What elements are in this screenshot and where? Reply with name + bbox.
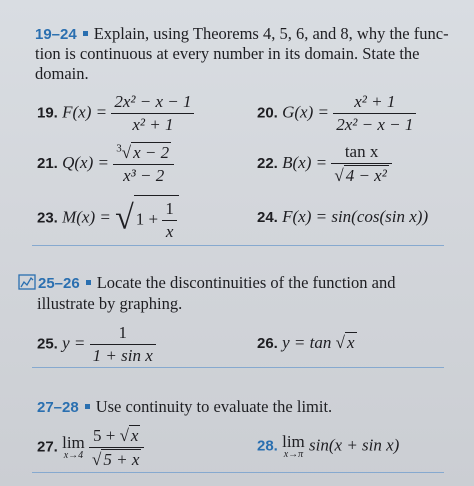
- numerator: $^3$√ x − 2: [113, 142, 174, 165]
- limit: [282, 433, 305, 460]
- graphing-calculator-icon: [18, 274, 36, 295]
- limit-operator: lim: [282, 432, 305, 451]
- instruction-line: Explain, using Theorems 4, 5, 6, and 8, why the func-: [93, 24, 449, 43]
- problem-number: 27.: [37, 438, 58, 456]
- problem-number: 28.: [257, 437, 278, 455]
- radical-sign: √: [335, 333, 345, 352]
- problem-22: [257, 142, 392, 186]
- divider: [32, 367, 444, 368]
- numerator: 5 + √ x: [89, 425, 144, 448]
- numerator: x² + 1: [333, 92, 416, 114]
- problem-27: [37, 425, 144, 470]
- expression: F(x) = sin(cos(sin x)): [282, 207, 429, 226]
- lhs: M(x) =: [62, 207, 111, 227]
- problem-number: 19.: [37, 104, 58, 122]
- problem-21: [37, 142, 174, 186]
- bullet: [86, 280, 91, 285]
- denominator: x: [165, 222, 174, 241]
- problem-28: [257, 433, 399, 460]
- denominator: x³ − 2: [123, 166, 165, 185]
- problem-number: 24.: [257, 209, 278, 226]
- lhs: F(x) =: [62, 102, 108, 122]
- radicand: x: [130, 426, 139, 445]
- denominator: √ 5 + x: [92, 450, 140, 469]
- radical-sign: √: [115, 199, 134, 237]
- expression: sin(x + sin x): [309, 435, 400, 455]
- instruction-line: Use continuity to evaluate the limit.: [95, 397, 333, 416]
- numerator: 2x² − x − 1: [111, 92, 194, 114]
- divider: [32, 472, 444, 473]
- lhs: Q(x) =: [62, 152, 109, 172]
- problem-number: 20.: [257, 104, 278, 122]
- problem-23: [37, 195, 179, 242]
- radicand: x − 2: [133, 143, 170, 162]
- denominator: x² + 1: [132, 115, 174, 134]
- instruction-line: tion is continuous at every number in its domain. State the: [35, 44, 420, 63]
- fraction: [89, 425, 144, 470]
- problem-20: [257, 92, 416, 135]
- instruction-line: Locate the discontinuities of the function and: [96, 273, 396, 292]
- instruction-line: domain.: [35, 64, 89, 83]
- problem-number: 22.: [257, 154, 278, 172]
- lhs: y =: [62, 333, 86, 353]
- radicand: 4 − x²: [345, 166, 387, 185]
- section-27-28-header: [37, 397, 332, 417]
- section-25-26-header: [18, 273, 395, 295]
- lhs: B(x) =: [282, 152, 328, 172]
- numerator: tan x: [331, 142, 391, 164]
- problem-number: 26.: [257, 335, 278, 352]
- problem-number: 23.: [37, 209, 58, 227]
- radicand: 5 + x: [103, 450, 140, 469]
- range-label: 25–26: [38, 275, 80, 292]
- range-label: 19–24: [35, 26, 77, 43]
- fraction: [162, 199, 177, 242]
- term: 5 +: [92, 426, 116, 445]
- limit-subscript: x→4: [63, 450, 84, 461]
- problem-24: [257, 207, 428, 227]
- numerator: 1: [162, 199, 177, 221]
- denominator: 2x² − x − 1: [336, 115, 414, 134]
- radicand: x: [346, 333, 355, 352]
- numerator: 1: [90, 323, 156, 345]
- section-19-24-header: [35, 24, 449, 44]
- limit-operator: lim: [62, 433, 85, 452]
- problem-number: 25.: [37, 335, 58, 353]
- radicand: [134, 195, 179, 242]
- fraction: [111, 92, 194, 135]
- denominator: √ 4 − x²: [334, 166, 387, 185]
- fraction: [113, 142, 174, 186]
- instruction-line: illustrate by graphing.: [37, 294, 183, 313]
- problem-19: [37, 92, 194, 135]
- limit-subscript: x→π: [283, 449, 304, 460]
- problem-26: [257, 332, 357, 353]
- limit: [62, 434, 85, 461]
- problem-number: 21.: [37, 154, 58, 172]
- root-index: 3: [116, 142, 122, 155]
- denominator: 1 + sin x: [92, 346, 153, 365]
- bullet: [85, 404, 90, 409]
- lhs: G(x) =: [282, 102, 329, 122]
- fraction: [333, 92, 416, 135]
- fraction: [90, 323, 156, 366]
- problem-25: [37, 323, 156, 366]
- lhs: y = tan: [282, 333, 332, 352]
- bullet: [83, 31, 88, 36]
- divider: [32, 245, 444, 246]
- term: 1 +: [135, 209, 159, 229]
- fraction: [331, 142, 391, 186]
- range-label: 27–28: [37, 399, 79, 416]
